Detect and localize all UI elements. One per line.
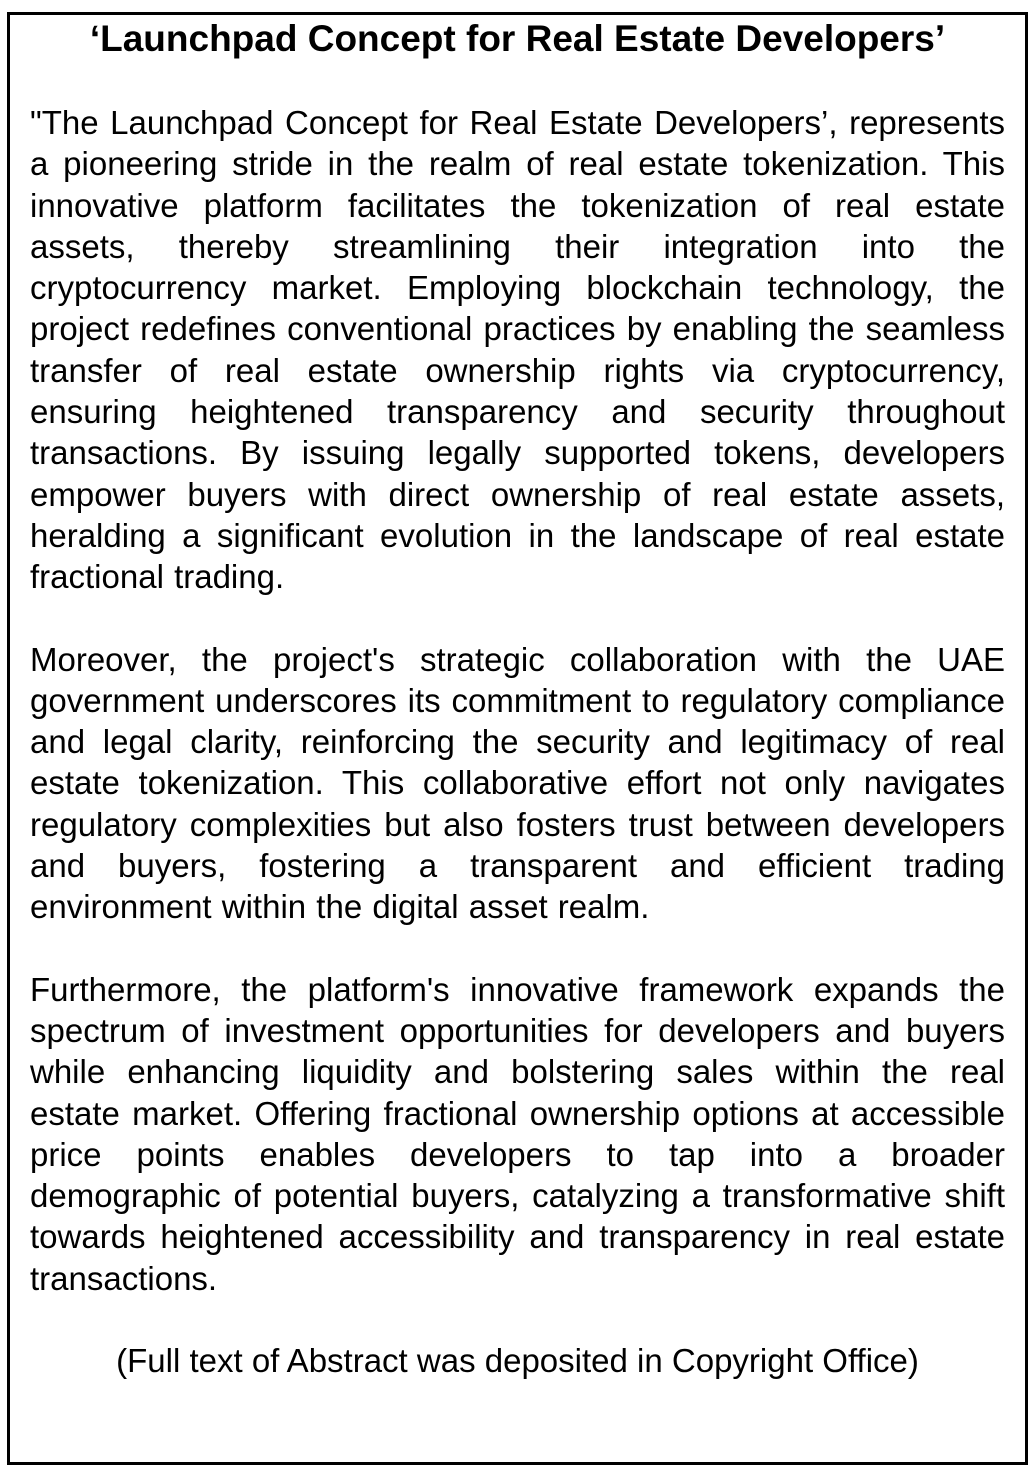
abstract-paragraph-2: Moreover, the project's strategic collaboration with the UAE government underscores its commitment to regulatory compliance and legal clarity, reinforcing the security and legitimacy of real estate tokenization. This collaborative effort not only navigates regulatory complexities but also fosters trust between developers and buyers, fostering a transparent and efficient trading environment within the digital asset realm. xyxy=(30,640,1005,926)
footer-note: (Full text of Abstract was deposited in Copyright Office) xyxy=(116,1342,919,1380)
document-page xyxy=(7,12,1028,1465)
abstract-paragraph-3: Furthermore, the platform's innovative framework expands the spectrum of investment opportunities for developers and buyers while enhancing liquidity and bolstering sales within the real estate market. Offering fractional ownership options at accessible price points enables developers to tap into a broader demographic of potential buyers, catalyzing a transformative shift towards heightened accessibility and transparency in real estate transactions. xyxy=(30,970,1005,1297)
abstract-paragraph-1: "The Launchpad Concept for Real Estate Developers’, represents a pioneering stride in the realm of real estate tokenization. This innovative platform facilitates the tokenization of real estate assets, thereby streamlining their integration into the cryptocurrency market. Employing blockchain technology, the project redefines conventional practices by enabling the seamless transfer of real estate ownership rights via cryptocurrency, ensuring heightened transparency and security throughout transactions. By issuing legally supported tokens, developers empower buyers with direct ownership of real estate assets, heralding a significant evolution in the landscape of real estate fractional trading. xyxy=(30,104,1005,596)
document-title: ‘Launchpad Concept for Real Estate Developers’ xyxy=(89,18,946,59)
